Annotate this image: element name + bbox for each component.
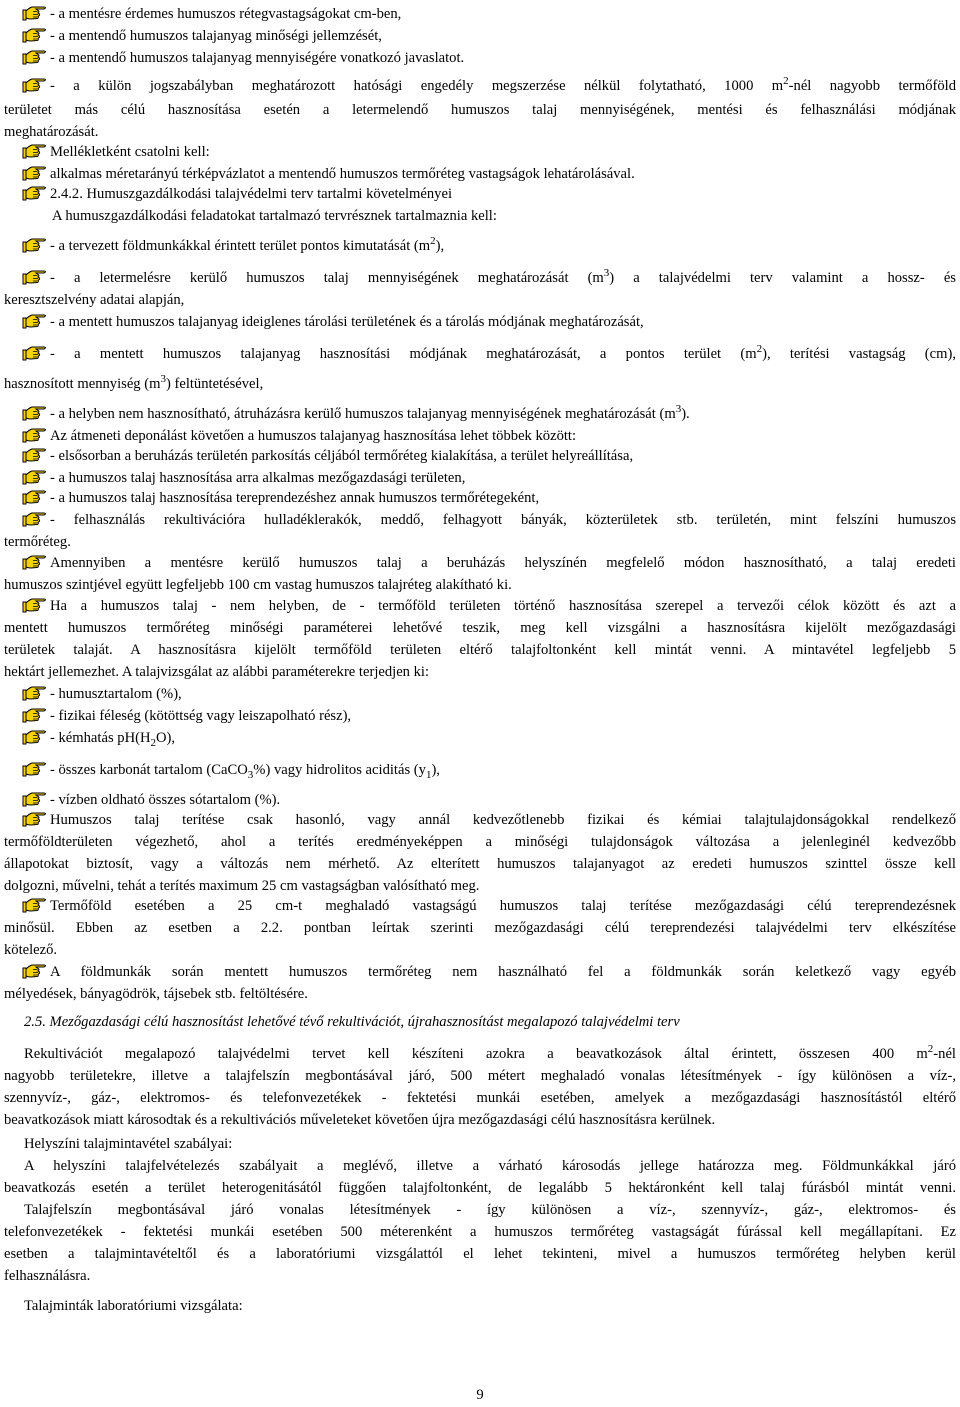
line-text: hektárt jellemezhet. A talajvizsgálat az alábbi paraméterekre terjedjen ki:	[4, 664, 430, 680]
superscript: 2	[430, 235, 436, 247]
text-line	[22, 706, 956, 726]
line-text: 2.4.2. Humuszgazdálkodási talajvédelmi terv tartalmi követelményei	[50, 186, 453, 202]
text-line	[22, 312, 956, 332]
line-text: - fizikai féleség (kötöttség vagy leiszapolható rész),	[50, 708, 352, 724]
text-line	[4, 1012, 956, 1032]
line-text: Amennyiben a mentésre kerülő humuszos talaj a beruházás helyszínén megfelelő módon hasznosítható, a talaj eredeti	[50, 555, 956, 571]
text-line	[22, 76, 956, 96]
subscript: 1	[425, 769, 432, 781]
text-line	[4, 662, 956, 682]
line-text: Ha a humuszos talaj - nem helyben, de - termőföld területen történő hasznosítása szerepel a tervezői célok között és azt a	[50, 598, 956, 614]
text-line	[22, 684, 956, 704]
text-line	[4, 1200, 956, 1220]
superscript: 3	[675, 403, 682, 415]
line-text: - a mentett humuszos talajanyag ideiglenes tárolási területének és a tárolás módjának meghatározását,	[50, 314, 644, 330]
text-line	[22, 142, 956, 162]
superscript: 2	[783, 75, 789, 87]
line-text: telefonvezetékek - fektetési munkái esetében 500 méterenként a humuszos termőréteg vastagságát fúrással kell megállapítani. Ez	[4, 1224, 956, 1240]
line-text: Rekultivációt megalapozó talajvédelmi tervet kell készíteni azokra a beavatkozások által érintett, összesen 400 $m^2$-nél	[24, 1043, 956, 1062]
line-text: Mellékletként csatolni kell:	[50, 144, 210, 160]
text-line	[4, 876, 956, 896]
subscript: 3	[247, 769, 254, 781]
line-text: területek talaját. A hasznosításra kijelölt termőföld területen eltérő talajfoltonként kell mintát venni. A mintavétel legfeljebb 5	[4, 642, 956, 658]
line-text: hasznosított mennyiség $(m^3)$ feltüntetésével,	[4, 373, 264, 392]
superscript: 3	[160, 373, 166, 385]
pointing-hand-icon	[22, 446, 48, 463]
line-text: keresztszelvény adatai alapján,	[4, 292, 185, 308]
text-line	[4, 918, 956, 938]
line-text: - kémhatás $pH(H_2O)$,	[50, 730, 176, 749]
text-line	[4, 1178, 956, 1198]
pointing-hand-icon	[22, 344, 48, 361]
text-line	[22, 206, 956, 226]
line-text: mentett humuszos termőréteg minőségi paraméterei lehetővé teszik, meg kell vizsgálni a hasznosításra kijelölt mezőgazdasági	[4, 620, 956, 636]
text-line	[4, 1222, 956, 1242]
line-text: Helyszíni talajmintavétel szabályai:	[24, 1136, 233, 1152]
pointing-hand-icon	[22, 810, 48, 827]
line-text: - a humuszos talaj hasznosítása arra alkalmas mezőgazdasági területen,	[50, 470, 466, 486]
line-text: termőréteg.	[4, 534, 71, 550]
text-line	[22, 510, 956, 530]
text-line	[4, 1244, 956, 1264]
text-line	[4, 100, 956, 120]
text-line	[4, 122, 956, 142]
line-text: - a tervezett földmunkákkal érintett terület pontos kimutatását $(m^2)$,	[50, 235, 445, 254]
text-line	[22, 344, 956, 364]
pointing-hand-icon	[22, 26, 48, 43]
text-line	[4, 374, 956, 394]
text-line	[4, 832, 956, 852]
text-line	[4, 1066, 956, 1086]
pointing-hand-icon	[22, 596, 48, 613]
text-line	[4, 532, 956, 552]
line-text: beavatkozás esetén a terület heterogenitásától függően talajfoltonként, de legalább 5 hektáronként kell talaj fúrásból mintát venni.	[4, 1180, 956, 1196]
text-line	[4, 1266, 956, 1286]
line-text: A helyszíni talajfelvételezés szabályait a meglévő, illetve a várható károsodás jellege határozza meg. Földmunkákkal járó	[24, 1158, 956, 1174]
text-line	[4, 940, 956, 960]
text-line	[22, 164, 956, 184]
pointing-hand-icon	[22, 760, 48, 777]
line-text: esetben a talajmintavételtől és a laboratóriumi vizsgálattól el lehet tekinteni, mivel a humuszos termőréteg helyben kerül	[4, 1246, 956, 1262]
line-text: A földmunkák során mentett humuszos termőréteg nem használható fel a földmunkák során keletkező vagy egyéb	[50, 964, 956, 980]
text-line	[22, 596, 956, 616]
line-text: Talajfelszín megbontásával járó vonalas létesítmények - így különösen a víz-, szennyvíz-, gáz-, elektromos- és	[24, 1202, 956, 1218]
superscript: 2	[756, 343, 763, 355]
line-text: - a külön jogszabályban meghatározott hatósági engedély megszerzése nélkül folytatható, 1000 $m^2$-nél nagyobb termőföld	[50, 75, 957, 94]
text-line	[22, 896, 956, 916]
text-line	[22, 184, 956, 204]
text-line	[22, 810, 956, 830]
line-text: - a mentett humuszos talajanyag hasznosítási módjának meghatározását, a pontos terület $(m^2)$, terítési vastagság (cm),	[50, 343, 956, 362]
text-line	[22, 728, 956, 748]
pointing-hand-icon	[22, 896, 48, 913]
line-text: Az átmeneti deponálást követően a humuszos talajanyag hasznosítása lehet többek között:	[50, 428, 577, 444]
superscript: 2	[927, 1043, 934, 1055]
text-line	[4, 1044, 956, 1064]
subscript: 2	[150, 737, 157, 749]
line-text: dolgozni, művelni, tehát a terítés maximum 25 cm vastagságban valósítható meg.	[4, 878, 480, 894]
pointing-hand-icon	[22, 468, 48, 485]
line-text: Humuszos talaj terítése csak hasonló, vagy annál kedvezőtlenebb fizikai és kémiai talajtulajdonságokkal rendelkező	[50, 812, 956, 828]
line-text: - elsősorban a beruházás területén parkosítás céljából termőréteg kialakítása, a terület helyreállítása,	[50, 448, 634, 464]
text-line	[22, 26, 956, 46]
pointing-hand-icon	[22, 962, 48, 979]
line-text: - a humuszos talaj hasznosítása tereprendezéshez annak humuszos termőrétegeként,	[50, 490, 540, 506]
pointing-hand-icon	[22, 684, 48, 701]
text-line	[22, 268, 956, 288]
text-line	[22, 426, 956, 446]
line-text: - humusztartalom (%),	[50, 686, 182, 702]
text-line	[4, 1134, 956, 1154]
line-text: - a mentésre érdemes humuszos rétegvastagságokat cm-ben,	[50, 6, 402, 22]
text-line	[22, 4, 956, 24]
text-line	[4, 854, 956, 874]
line-text: - felhasználás rekultivációra hulladéklerakók, meddő, felhagyott bányák, közterületek stb. területén, mint felszíni humuszos	[50, 512, 956, 528]
line-text: - a helyben nem hasznosítható, átruházásra kerülő humuszos talajanyag mennyiségének meghatározását $(m^3)$.	[50, 403, 690, 422]
pointing-hand-icon	[22, 553, 48, 570]
page-number: 9	[476, 1387, 484, 1403]
text-line	[22, 468, 956, 488]
text-line	[4, 575, 956, 595]
text-line	[22, 962, 956, 982]
pointing-hand-icon	[22, 268, 48, 285]
line-text: A humuszgazdálkodási feladatokat tartalmazó tervrésznek tartalmaznia kell:	[52, 208, 497, 224]
line-text: alkalmas méretarányú térképvázlatot a mentendő humuszos termőréteg vastagságok lehatárolásával.	[50, 166, 635, 182]
text-line	[4, 618, 956, 638]
line-text: 2.5. Mezőgazdasági célú hasznosítást lehetővé tévő rekultivációt, újrahasznosítást megalapozó talajvédelmi terv	[24, 1014, 680, 1030]
line-text: humuszos szintjével együtt legfeljebb 100 cm vastag humuszos talajréteg alakítható ki.	[4, 577, 512, 593]
line-text: kötelező.	[4, 942, 58, 958]
pointing-hand-icon	[22, 236, 48, 253]
line-text: mélyedések, bányagödrök, tájsebek stb. feltöltésére.	[4, 986, 308, 1002]
pointing-hand-icon	[22, 426, 48, 443]
text-line	[4, 1296, 956, 1316]
text-line	[22, 48, 956, 68]
line-text: Termőföld esetében a 25 cm-t meghaladó vastagságú humuszos talaj terítése mezőgazdasági célú tereprendezésnek	[50, 898, 956, 914]
line-text: Talajminták laboratóriumi vizsgálata:	[24, 1298, 243, 1314]
pointing-hand-icon	[22, 312, 48, 329]
pointing-hand-icon	[22, 164, 48, 181]
pointing-hand-icon	[22, 488, 48, 505]
text-line	[22, 404, 956, 424]
superscript: 3	[603, 267, 610, 279]
text-line	[4, 1088, 956, 1108]
line-text: állapotokat biztosít, vagy a változás nem mérhető. Az elterített humuszos talajanyagot az eredeti humuszos szinttel össze kell	[4, 856, 956, 872]
text-line	[22, 446, 956, 466]
pointing-hand-icon	[22, 510, 48, 527]
text-line	[4, 290, 956, 310]
text-line	[4, 1110, 956, 1130]
text-line	[22, 553, 956, 573]
line-text: nagyobb területekre, illetve a talajfelszín megbontásával járó, 500 métert meghaladó vonalas létesítmények - így különösen a víz-,	[4, 1068, 956, 1084]
text-line	[22, 790, 956, 810]
pointing-hand-icon	[22, 184, 48, 201]
pointing-hand-icon	[22, 142, 48, 159]
pointing-hand-icon	[22, 4, 48, 21]
pointing-hand-icon	[22, 76, 48, 93]
text-line	[4, 640, 956, 660]
pointing-hand-icon	[22, 728, 48, 745]
pointing-hand-icon	[22, 790, 48, 807]
text-line	[22, 760, 956, 780]
text-line	[22, 488, 956, 508]
line-text: szennyvíz-, gáz-, elektromos- és telefonvezetékek - fektetési munkái esetében, amelyek a mezőgazdasági hasznosítástól eltérő	[4, 1090, 956, 1106]
line-text: beavatkozások miatt károsodtak és a rekultivációs műveleteket követően újra mezőgazdasági célú hasznosításra kerülnek.	[4, 1112, 716, 1128]
line-text: meghatározását.	[4, 124, 99, 140]
line-text: területet más célú hasznosítása esetén a letermelendő humuszos talaj mennyiségének, mentési és felhasználási módjának	[4, 102, 956, 118]
line-text: - összes karbonát tartalom (CaCO$_3$%) vagy hidrolitos aciditás $(y_1)$,	[50, 762, 440, 781]
pointing-hand-icon	[22, 48, 48, 65]
line-text: - vízben oldható összes sótartalom (%).	[50, 792, 281, 808]
text-line	[22, 236, 956, 256]
pointing-hand-icon	[22, 706, 48, 723]
text-line	[4, 1156, 956, 1176]
line-text: felhasználásra.	[4, 1268, 91, 1284]
line-text: - a mentendő humuszos talajanyag minőségi jellemzését,	[50, 28, 382, 44]
line-text: minősül. Ebben az esetben a 2.2. pontban leírtak szerinti mezőgazdasági célú tereprendezési talajvédelmi terv elkészítése	[4, 920, 956, 936]
line-text: - a letermelésre kerülő humuszos talaj mennyiségének meghatározását $(m^3)$ a talajvédelmi terv valamint a hossz- és	[50, 267, 956, 286]
pointing-hand-icon	[22, 404, 48, 421]
text-line	[4, 984, 956, 1004]
line-text: - a mentendő humuszos talajanyag mennyiségére vonatkozó javaslatot.	[50, 50, 465, 66]
line-text: termőföldterületen végezhető, ahol a terítés eredményeképpen a minőségi tulajdonságok változása a jelenleginél kedvezőbb	[4, 834, 956, 850]
